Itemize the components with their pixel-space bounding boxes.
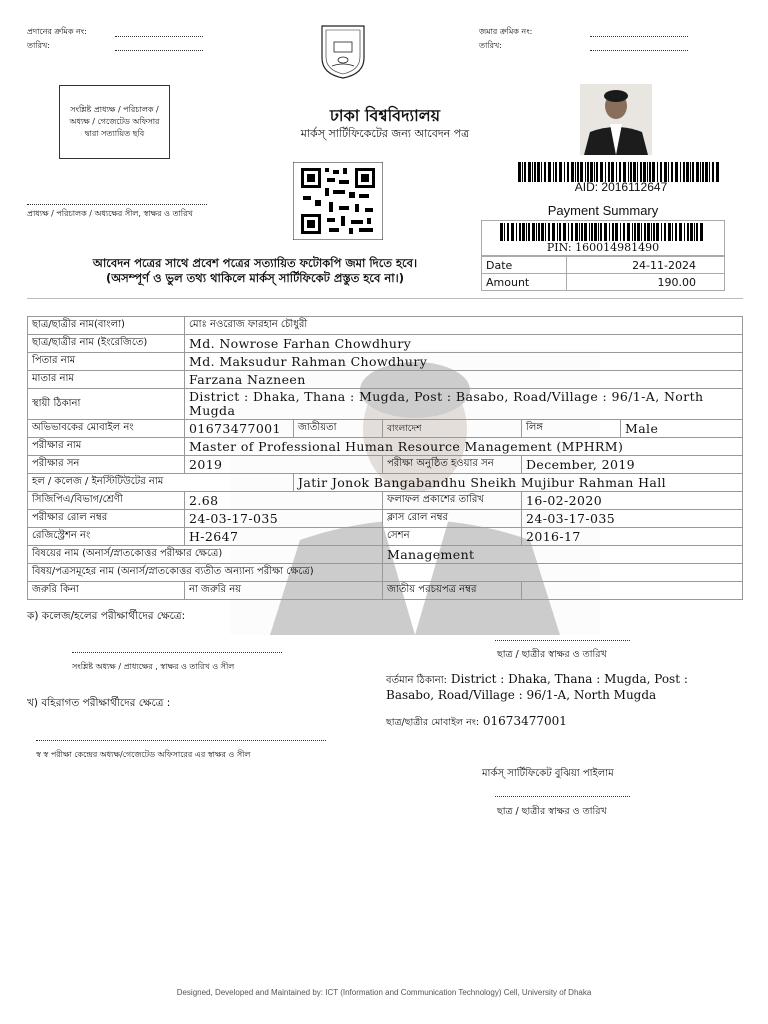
barcode-bar [518,162,521,182]
name-bn-label: ছাত্র/ছাত্রীর নাম(বাংলা) [28,317,185,335]
mother-label: মাতার নাম [28,371,185,389]
exam-roll-label: পরীক্ষার রোল নম্বর [28,510,185,528]
barcode-bar [563,223,566,241]
barcode-bar [656,223,659,241]
session-label: সেশন [383,528,522,546]
barcode-bar [634,223,636,241]
pin-number: PIN: 160014981490 [546,241,660,254]
barcode-bar [516,223,517,241]
barcode-bar [632,223,633,241]
barcode-bar [651,223,652,241]
barcode-bar [524,162,526,182]
payment-title: Payment Summary [547,203,659,218]
barcode-bar [702,162,704,182]
college-sign-dots [72,652,282,653]
barcode-bar [690,223,693,241]
barcode-bar [684,223,685,241]
student-mobile-line [386,714,567,731]
table-row [28,371,743,389]
right-date-dots [590,50,688,51]
barcode-bar [504,223,505,241]
left-date-label: তারিখ: [27,41,50,50]
barcode-bar [604,223,607,241]
payment-amount-label: Amount [482,274,567,291]
received-text: মার্কস্ সার্টিফিকেট বুঝিয়া পাইলাম [482,768,614,779]
exam-roll-value: 24-03-17-035 [185,510,383,528]
nationality-value: বাংলাদেশ [383,420,522,438]
barcode-bar [623,162,626,182]
student-mobile-label: ছাত্র/ছাত্রীর মোবাইল নং: [386,717,480,728]
barcode-bar [683,162,685,182]
barcode-bar [664,223,666,241]
barcode-bar [557,223,558,241]
barcode-bar [675,223,677,241]
barcode-bar [591,223,593,241]
cgpa-value: 2.68 [185,492,383,510]
form-title: মার্কস্ সার্টিফিকেটের জন্য আবেদন পত্র [300,127,470,140]
barcode-bar [637,223,640,241]
barcode-bar [640,162,642,182]
barcode-bar [522,162,523,182]
nid-label: জাতীয় পরচয়পত্র নম্বর [383,582,522,600]
barcode-bar [619,162,621,182]
barcode-bar [672,223,673,241]
barcode-bar [587,162,589,182]
barcode-bar [664,162,667,182]
subjects-other-label: বিষয়/পত্রসমূহের নাম (অনার্স/স্নাতকোত্তর ব্যতীত অন্যান্য পরীক্ষা ক্ষেত্রে) [28,564,383,582]
barcode-bar [653,223,655,241]
barcode-bar [661,223,662,241]
pin-barcode-icon [500,223,705,241]
nationality-label: জাতীয়তা [294,420,383,438]
barcode-bar [641,223,642,241]
right-serial-dots [590,36,688,37]
student-photo [580,84,652,155]
gender-value: Male [621,420,743,438]
name-bn-value: মোঃ নওরোজ ফারহান চৌধুরী [185,317,743,335]
gender-label: লিঙ্গ [522,420,621,438]
barcode-bar [575,223,578,241]
barcode-bar [615,223,618,241]
barcode-bar [580,162,583,182]
barcode-bar [692,162,694,182]
nid-value [522,582,743,600]
barcode-bar [668,162,669,182]
barcode-bar [686,162,689,182]
barcode-bar [589,223,590,241]
barcode-bar [528,223,530,241]
exam-year-value: 2019 [185,456,383,474]
notice-line-2: (অসম্পূর্ণ ও ভুল তথ্য থাকিলে মার্কস্ সার্টিফিকেট প্রস্তুত হবে না।) [105,271,405,285]
barcode-bar [633,162,636,182]
notice-line-1: আবেদন পত্রের সাথে প্রবেশ পত্রের সত্যায়িত ফটোকপি জমা দিতে হবে। [92,256,418,270]
table-row [28,492,743,510]
subjects-other-value [383,564,743,582]
address-label: স্থায়ী ঠিকানা [28,389,185,420]
barcode-bar [712,162,714,182]
barcode-bar [627,223,630,241]
barcode-bar [616,162,617,182]
barcode-bar [571,162,574,182]
barcode-bar [608,162,610,182]
address-value: District : Dhaka, Thana : Mugda, Post : Basabo, Road/Village : 96/1-A, North Mugda [185,389,743,420]
barcode-bar [537,162,540,182]
barcode-bar [577,162,579,182]
external-sign-caption: স্ব স্ব পরীক্ষা কেন্দ্রের অধ্যক্ষ/গেজেটেড অফিসারের এর স্বাক্ষর ও সীল [36,750,251,759]
reg-value: H-2647 [185,528,383,546]
barcode-bar [657,162,658,182]
barcode-bar [668,223,671,241]
student-sign2-dots [495,796,630,797]
barcode-bar [575,162,576,182]
sign-dots [27,204,207,205]
college-heading: ক) কলেজ/হলের পরীক্ষার্থীদের ক্ষেত্রে: [27,610,186,622]
barcode-bar [605,162,606,182]
barcode-bar [548,223,550,241]
exam-name-label: পরীক্ষার নাম [28,438,185,456]
barcode-bar [609,223,610,241]
barcode-bar [660,162,662,182]
table-row [28,474,743,492]
sign-caption: প্রাধ্যক্ষ / পরিচালক / অধ্যক্ষের সীল, স্বাক্ষর ও তারিখ [27,209,193,218]
barcode-bar [600,223,602,241]
barcode-bar [598,223,599,241]
guardian-mobile-value: 01673477001 [185,420,294,438]
hall-value: Jatir Jonok Bangabandhu Sheikh Mujibur Rahman Hall [294,474,743,492]
barcode-bar [647,162,648,182]
urgent-label: জরুরি কিনা [28,582,185,600]
table-row [28,335,743,353]
urgent-value: না জরুরি নয় [185,582,383,600]
barcode-bar [559,223,561,241]
mother-value: Farzana Nazneen [185,371,743,389]
barcode-bar [567,162,569,182]
exam-held-value: December, 2019 [522,456,743,474]
reg-label: রেজিস্ট্রেশন নং [28,528,185,546]
university-name: ঢাকা বিশ্ববিদ্যালয় [329,106,441,125]
barcode-bar [541,162,542,182]
barcode-bar [585,162,586,182]
barcode-bar [594,162,595,182]
barcode-bar [534,162,536,182]
barcode-bar [623,223,625,241]
table-row [28,389,743,420]
barcode-bar [568,223,569,241]
present-address-label: বর্তমান ঠিকানা: [386,675,448,686]
photo-attest-box: সংশ্লিষ্ট প্রাধ্যক্ষ / পরিচালক / অধ্যক্ষ / গেজেটেড অফিসার দ্বারা সত্যায়িত ছবি [59,85,170,159]
payment-date-row [482,257,725,274]
payment-amount-value: 190.00 [567,274,725,291]
college-sign-caption: সংশ্লিষ্ট অধ্যক্ষ / প্রাধ্যক্ষের , স্বাক্ষর ও তারিখ ও সীল [72,662,235,671]
applicant-info-table [27,316,743,600]
barcode-bar [590,162,593,182]
barcode-bar [700,223,703,241]
father-label: পিতার নাম [28,353,185,371]
barcode-bar [611,162,614,182]
barcode-bar [644,223,646,241]
barcode-bar [528,162,531,182]
barcode-bar [519,223,521,241]
barcode-bar [536,223,537,241]
barcode-bar [649,162,651,182]
name-en-value: Md. Nowrose Farhan Chowdhury [185,335,743,353]
barcode-bar [679,223,682,241]
barcode-bar [696,162,699,182]
student-sign2-caption: ছাত্র / ছাত্রীর স্বাক্ষর ও তারিখ [497,806,607,817]
external-sign-dots [36,740,326,741]
aid-barcode-icon [518,162,724,182]
barcode-bar [637,162,638,182]
class-roll-label: ক্লাস রোল নম্বর [383,510,522,528]
subject-value: Management [383,546,743,564]
barcode-bar [507,223,509,241]
exam-name-value: Master of Professional Human Resource Management (MPHRM) [185,438,743,456]
barcode-bar [555,162,557,182]
student-mobile-value: 01673477001 [482,714,567,728]
father-value: Md. Maksudur Rahman Chowdhury [185,353,743,371]
left-serial-dots [115,36,203,37]
barcode-bar [532,223,535,241]
external-heading: খ) বহিরাগত পরীক্ষার্থীদের ক্ষেত্রে : [27,697,171,709]
university-seal-icon [318,24,368,80]
barcode-bar [538,223,540,241]
table-row [28,353,743,371]
table-row [28,564,743,582]
present-address-line-2: Basabo, Road/Village : 96/1-A, North Mugda [386,688,657,702]
barcode-bar [579,223,580,241]
subject-label: বিষয়ের নাম (অনার্স/স্নাতকোত্তর পরীক্ষার ক্ষেত্রে) [28,546,383,564]
payment-table [481,256,725,291]
barcode-bar [671,162,673,182]
barcode-bar [559,162,562,182]
barcode-bar [511,223,514,241]
student-sign-caption: ছাত্র / ছাত্রীর স্বাক্ষর ও তারিখ [497,649,607,660]
barcode-bar [647,223,650,241]
barcode-bar [526,223,527,241]
barcode-bar [596,162,598,182]
exam-held-label: পরীক্ষা অনুষ্ঠিত হওয়ার সন [383,456,522,474]
barcode-bar [696,223,698,241]
barcode-bar [620,223,621,241]
barcode-bar [541,223,544,241]
barcode-bar [675,162,678,182]
name-en-label: ছাত্র/ছাত্রীর নাম (ইংরেজিতে) [28,335,185,353]
barcode-bar [612,223,614,241]
footer-credit: Designed, Developed and Maintained by: ICT (Information and Communication Technology) Cell, University of Dhaka [176,988,592,997]
barcode-bar [694,223,695,241]
barcode-bar [690,162,691,182]
barcode-bar [680,162,681,182]
table-row [28,546,743,564]
table-row [28,438,743,456]
present-address-part-1: District : Dhaka, Thana : Mugda, Post : [450,672,688,686]
table-row [28,456,743,474]
barcode-bar [643,162,646,182]
barcode-bar [652,162,655,182]
barcode-bar [628,162,629,182]
aid-number: AID: 2016112647 [574,180,668,194]
hall-label: হল / কলেজ / ইনস্টিটিউটের নাম [28,474,294,492]
barcode-bar [600,162,603,182]
table-row [28,528,743,546]
barcode-bar [522,223,525,241]
table-row [28,420,743,438]
barcode-bar [548,162,551,182]
barcode-bar [571,223,573,241]
barcode-bar [553,162,554,182]
left-serial-label: প্রদানের ক্রমিক নং: [27,27,87,36]
result-date-label: ফলাফল প্রকাশের তারিখ [383,492,522,510]
barcode-bar [544,162,546,182]
right-date-label: তারিখ: [479,41,502,50]
left-date-dots [115,50,203,51]
qr-code-icon [293,162,383,240]
table-row [28,510,743,528]
cgpa-label: সিজিপিএ/বিভাগ/শ্রেণী [28,492,185,510]
barcode-bar [705,162,708,182]
barcode-bar [564,162,565,182]
payment-amount-row [482,274,725,291]
session-value: 2016-17 [522,528,743,546]
barcode-bar [552,223,555,241]
class-roll-value: 24-03-17-035 [522,510,743,528]
barcode-bar [594,223,597,241]
payment-date-value: 24-11-2024 [567,257,725,274]
table-row [28,582,743,600]
guardian-mobile-label: অভিভাবকের মোবাইল নং [28,420,185,438]
barcode-bar [532,162,533,182]
barcode-bar [500,223,503,241]
barcode-bar [716,162,719,182]
barcode-bar [700,162,701,182]
barcode-bar [630,162,632,182]
table-row [28,317,743,335]
payment-date-label: Date [482,257,567,274]
divider [27,298,743,299]
barcode-bar [687,223,689,241]
barcode-bar [584,223,587,241]
right-serial-label: জমার ক্রমিক নং: [479,27,533,36]
barcode-bar [709,162,710,182]
barcode-bar [581,223,583,241]
student-sign-dots [495,640,630,641]
result-date-value: 16-02-2020 [522,492,743,510]
exam-year-label: পরীক্ষার সন [28,456,185,474]
barcode-bar [545,223,546,241]
